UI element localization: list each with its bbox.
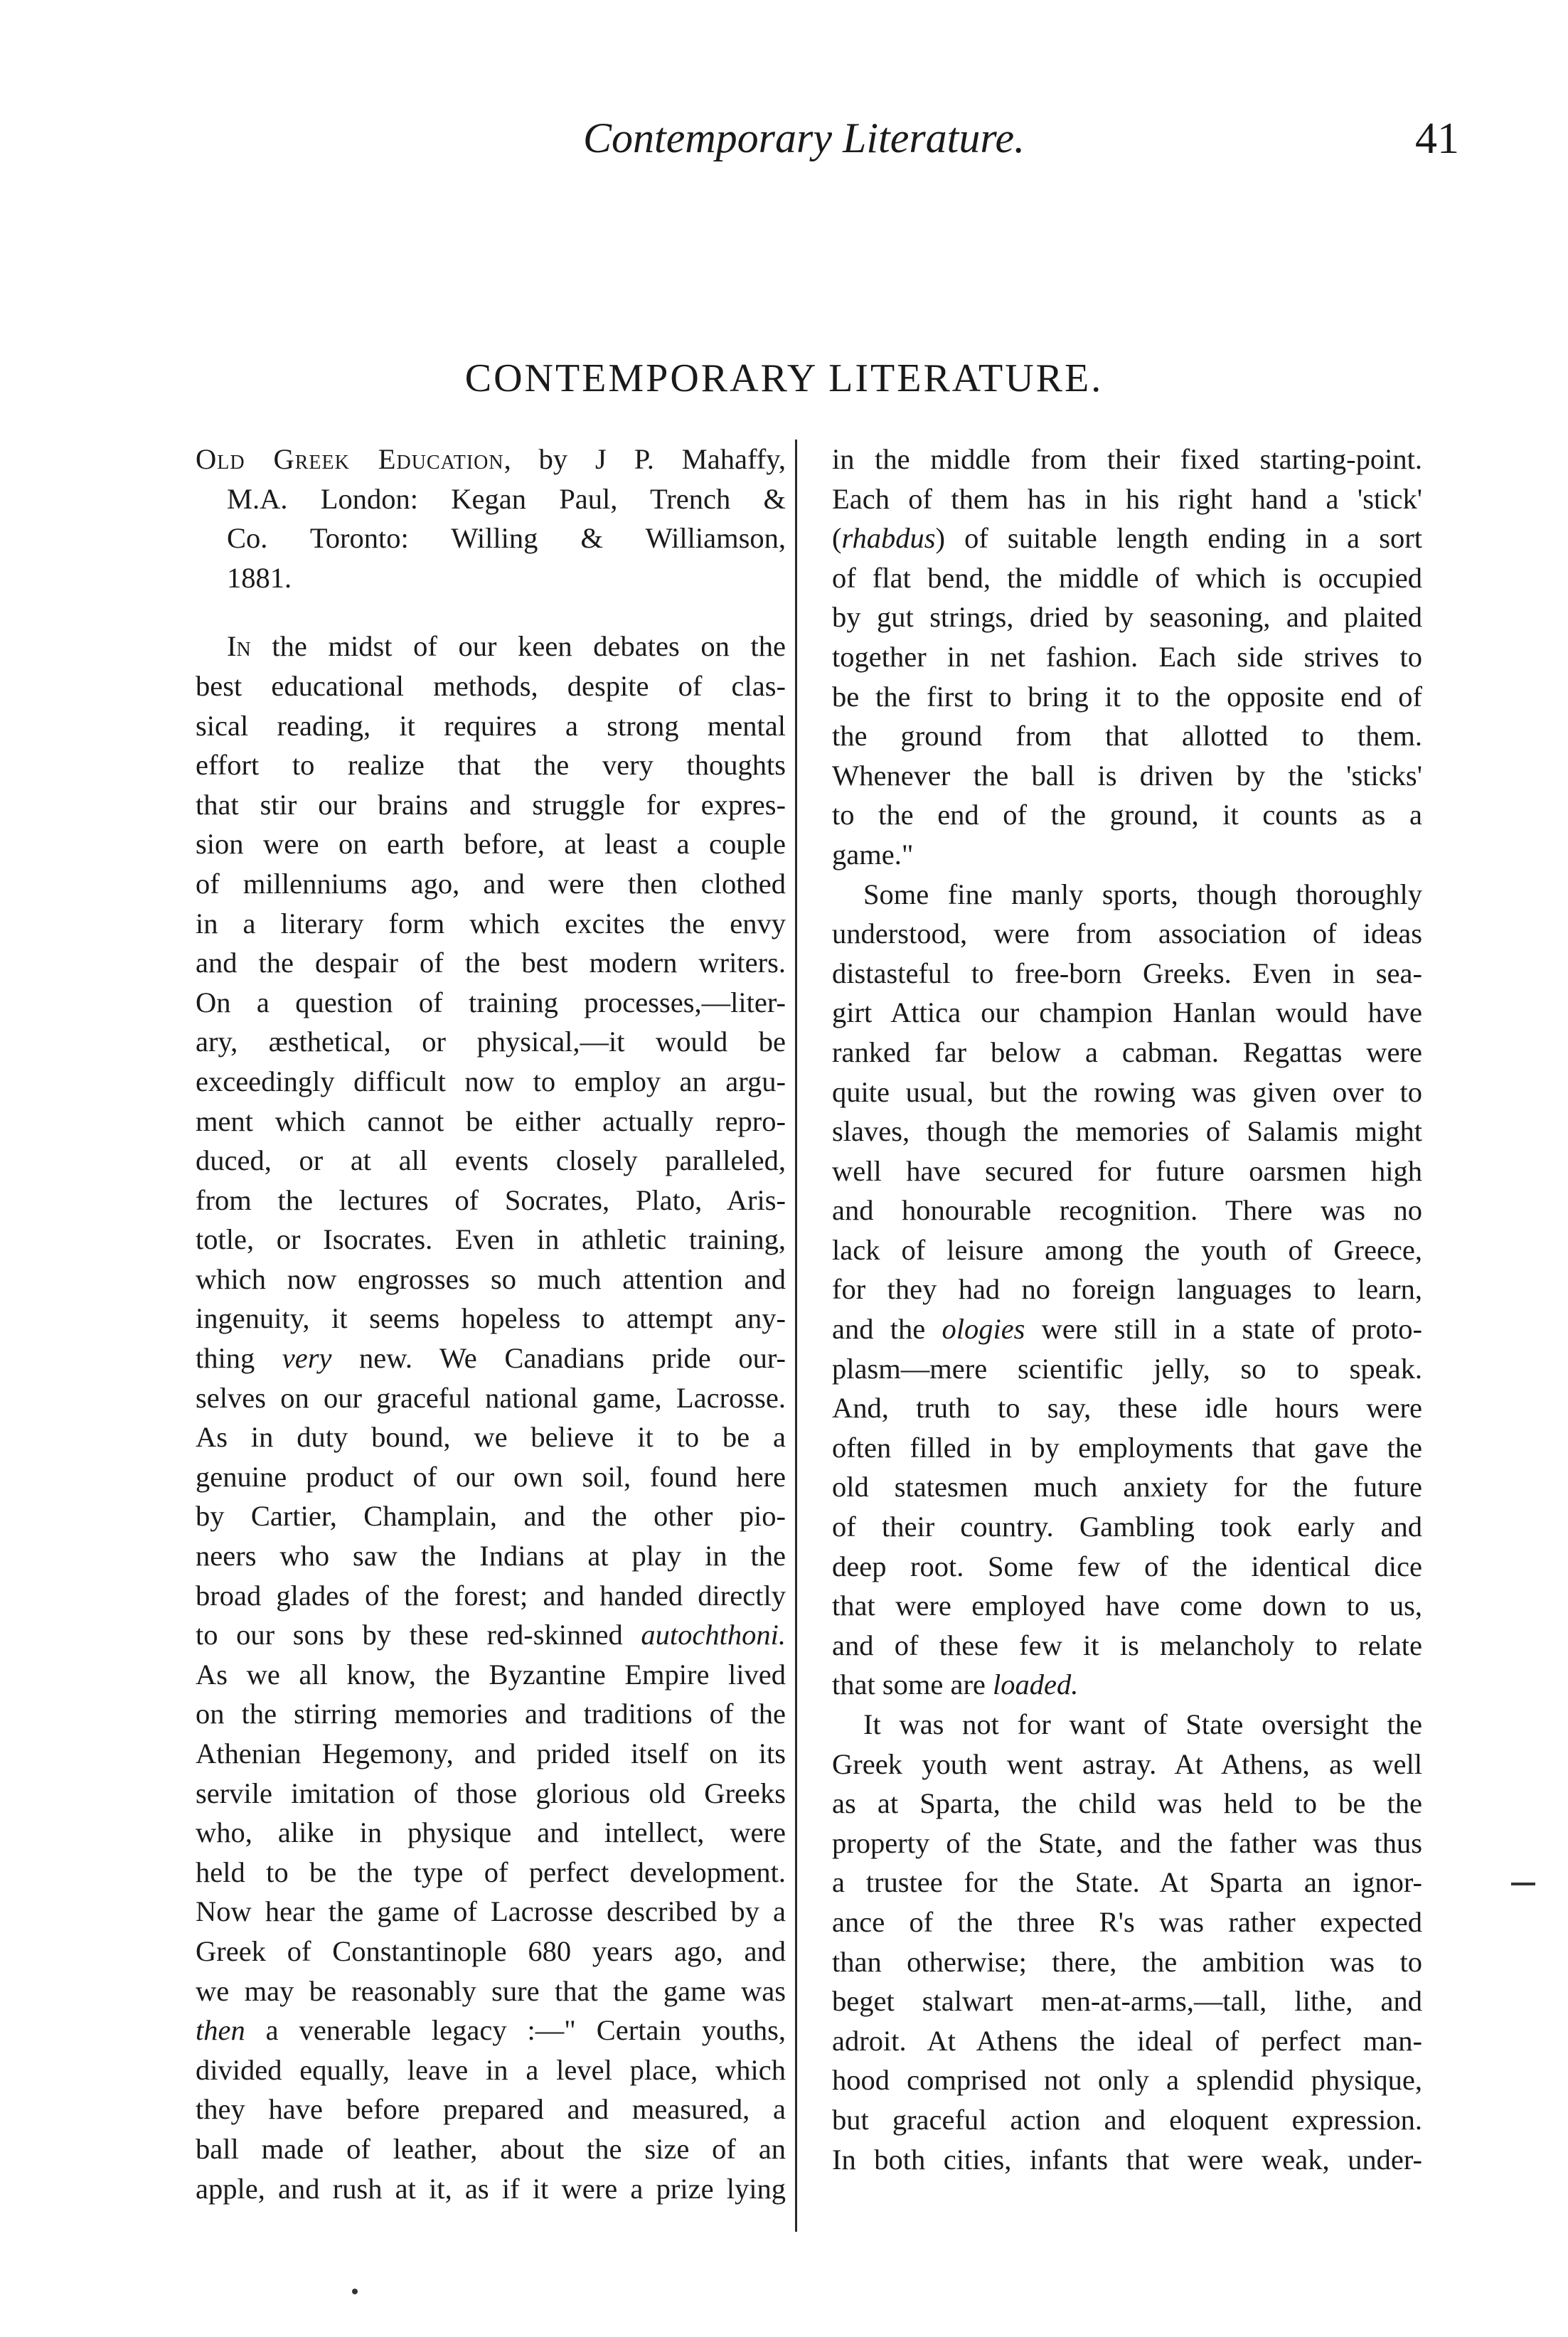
text-line: often filled in by employments that gave the [832, 1431, 1422, 1464]
text-line: duced, or at all events closely paralleled, [196, 1144, 786, 1177]
text-line: genuine product of our own soil, found here [196, 1460, 786, 1493]
right-column [832, 440, 1422, 2179]
paragraph [832, 440, 1422, 875]
text-line: adroit. At Athens the ideal of perfect man- [832, 2024, 1422, 2057]
text-line: ance of the three R's was rather expected [832, 1905, 1422, 1938]
text-line: Greek of Constantinople 680 years ago, and [196, 1934, 786, 1967]
text-line: ary, æsthetical, or physical,—it would be [196, 1026, 786, 1058]
text-line: we may be reasonably sure that the game was [196, 1974, 786, 2007]
book-title: Old Greek Education [196, 443, 504, 475]
text-line: the ground from that allotted to them. [832, 720, 1422, 752]
text-line: and of these few it is melancholy to relate [832, 1629, 1422, 1661]
italic-word: rhabdus [841, 522, 936, 555]
text-line: be the first to bring it to the opposite end of [832, 680, 1422, 713]
text-line: beget stalwart men-at-arms,—tall, lithe, and [832, 1985, 1422, 2018]
text-line: Now hear the game of Lacrosse described by a [196, 1895, 786, 1928]
text-line: that were employed have come down to us, [832, 1590, 1422, 1622]
text-line: to our sons by these red-skinned autochthoni. [196, 1619, 786, 1651]
text-line: sion were on earth before, at least a couple [196, 828, 786, 861]
text-line: game." [832, 838, 914, 871]
text-line: that stir our brains and struggle for expres- [196, 788, 786, 821]
italic-word: then [196, 2014, 245, 2047]
text-line: girt Attica our champion Hanlan would have [832, 996, 1422, 1029]
text-line: that some are loaded. [832, 1668, 1079, 1701]
citation-line: Co. Toronto: Willing & Williamson, [227, 522, 786, 555]
text-line: And, truth to say, these idle hours were [832, 1392, 1422, 1425]
italic-word: loaded. [993, 1668, 1079, 1701]
text-line: deep root. Some few of the identical dice [832, 1550, 1422, 1582]
text-line: distasteful to free-born Greeks. Even in sea- [832, 957, 1422, 989]
text-line: Greek youth went astray. At Athens, as well [832, 1747, 1422, 1780]
text-line: exceedingly difficult now to employ an argu- [196, 1065, 786, 1097]
text-line: ball made of leather, about the size of an [196, 2132, 786, 2165]
text-line: neers who saw the Indians at play in the [196, 1540, 786, 1572]
text-line: Athenian Hegemony, and prided itself on its [196, 1737, 786, 1769]
paragraph: In the midst of our keen debates on the best educational methods, despite of clas- sical reading, it requires a strong mental effort to realize that the very thoughts that stir our brains and struggle for expres- sion were on earth before, at least a couple of millenniums ago, and were then clothed in a literary form which excites the envy and the despair of the best modern writers. On a question of training processes,—liter- ary, æsthetical, or physical,—it would be exceedingly difficult now to employ an argu- ment which cannot be either actually repro- duced, or at all events closely paralleled, from the lectures of Socrates, Plato, Aris- totle, or Isocrates. Even in athletic training, which now engrosses so much attention and ingenuity, it seems hopeless to attempt any- thing very new. We Canadians pride our- selves on our graceful national game, Lacrosse. As in duty bound, we believe it to be a genuine product of our own soil, found here by Cartier, Champlain, and the other pio- neers who saw the Indians at play in the broad glades of the forest; and handed directly to our sons by these red-skinned autochthoni. As we all know, the Byzantine Empire lived on the stirring memories and traditions of the Athenian Hegemony, and prided itself on its servile imitation of those glorious old Greeks who, alike in physique and intellect, were held to be the type of perfect development. Now hear the game of Lacrosse described by a Greek of Constantinople 680 years ago, and we may be reasonably sure that the game was then a venerable legacy :—" Certain youths, divided equally, leave in a level place, which they have before prepared and measured, a ball made of leather, about the size of an apple, and rush at it, as if it were a prize lying [196, 627, 786, 2208]
drop-cap: In [227, 630, 251, 663]
text-line: together in net fashion. Each side strives to [832, 640, 1422, 673]
text-line: but graceful action and eloquent expression. [832, 2103, 1422, 2136]
text-line: old statesmen much anxiety for the future [832, 1471, 1422, 1503]
citation-author: , by J P. Mahaffy, [503, 443, 786, 475]
text-line: in the middle from their fixed starting-point. [832, 443, 1422, 475]
text-line: As in duty bound, we believe it to be a [196, 1421, 786, 1454]
section-title: CONTEMPORARY LITERATURE. [464, 356, 1104, 400]
text-line: As we all know, the Byzantine Empire lived [196, 1658, 786, 1691]
text-line: and honourable recognition. There was no [832, 1194, 1422, 1227]
text-line: ingenuity, it seems hopeless to attempt any- [196, 1302, 786, 1335]
text-line: sical reading, it requires a strong mental [196, 709, 786, 742]
citation-line: 1881. [227, 561, 292, 594]
text-line: from the lectures of Socrates, Plato, Aris- [196, 1183, 786, 1216]
page-number: 41 [1415, 115, 1459, 163]
text-line: (rhabdus) of suitable length ending in a sort [832, 522, 1422, 555]
italic-word: ologies [942, 1313, 1025, 1346]
text-line: broad glades of the forest; and handed directly [196, 1579, 786, 1612]
text-line: thing very new. We Canadians pride our- [196, 1342, 786, 1375]
text-line: quite usual, but the rowing was given over to [832, 1075, 1422, 1108]
text-line: who, alike in physique and intellect, were [196, 1816, 786, 1849]
italic-word: very [282, 1342, 332, 1375]
left-column [196, 440, 786, 2208]
text-line: of flat bend, the middle of which is occupied [832, 561, 1422, 594]
text-line: divided equally, leave in a level place, which [196, 2053, 786, 2086]
text-line: by gut strings, dried by seasoning, and plaited [832, 601, 1422, 634]
text-line: of millenniums ago, and were then clothed [196, 867, 786, 900]
book-citation [196, 440, 786, 597]
text-line: to the end of the ground, it counts as a [832, 799, 1422, 831]
text-line: a trustee for the State. At Sparta an ignor- [832, 1866, 1422, 1899]
text-line: and the ologies were still in a state of proto- [832, 1313, 1422, 1346]
text-line: apple, and rush at it, as if it were a prize lying [196, 2172, 786, 2205]
text-line: and the despair of the best modern writers. [196, 947, 786, 979]
text-line: ranked far below a cabman. Regattas were [832, 1036, 1422, 1068]
text-line: property of the State, and the father was thus [832, 1826, 1422, 1859]
text-line: effort to realize that the very thoughts [196, 749, 786, 782]
citation-line: M.A. London: Kegan Paul, Trench & [227, 482, 786, 515]
text-line: then a venerable legacy :—" Certain youths, [196, 2014, 786, 2047]
text-line: On a question of training processes,—liter- [196, 986, 786, 1018]
text-line: which now engrosses so much attention and [196, 1262, 786, 1295]
ink-speck [352, 2289, 358, 2294]
column-divider [795, 440, 797, 2232]
text-line: slaves, though the memories of Salamis might [832, 1115, 1422, 1148]
text-line: hood comprised not only a splendid physique, [832, 2064, 1422, 2097]
margin-mark [1511, 1883, 1535, 1885]
text-line: in a literary form which excites the envy [196, 907, 786, 939]
text-line: In both cities, infants that were weak, under- [832, 2143, 1422, 2176]
text-line: servile imitation of those glorious old Greeks [196, 1777, 786, 1809]
italic-word: autochthoni. [641, 1619, 786, 1651]
text-line: It was not for want of State oversight the [863, 1708, 1422, 1740]
text-line: than otherwise; there, the ambition was to [832, 1945, 1422, 1978]
text-line: ment which cannot be either actually repro- [196, 1104, 786, 1137]
text-line: best educational methods, despite of clas- [196, 669, 786, 702]
text-line: plasm—mere scientific jelly, so to speak. [832, 1352, 1422, 1385]
paragraph [832, 1705, 1422, 2179]
text-line: selves on our graceful national game, Lacrosse. [196, 1381, 786, 1414]
text-line: Each of them has in his right hand a 'stick' [832, 482, 1422, 515]
text-line: lack of leisure among the youth of Greece, [832, 1233, 1422, 1266]
paragraph [832, 875, 1422, 1705]
text-line: as at Sparta, the child was held to be the [832, 1787, 1422, 1820]
text-line: by Cartier, Champlain, and the other pio- [196, 1500, 786, 1533]
text-line: Some fine manly sports, though thoroughly [863, 878, 1422, 910]
text-line: they have before prepared and measured, a [196, 2093, 786, 2126]
text-line: well have secured for future oarsmen high [832, 1154, 1422, 1187]
text-line: held to be the type of perfect development. [196, 1856, 786, 1888]
text-line: Whenever the ball is driven by the 'sticks' [832, 759, 1422, 792]
running-head-title: Contemporary Literature. [583, 115, 1025, 161]
text-line: on the stirring memories and traditions of the [196, 1698, 786, 1730]
text-line: of their country. Gambling took early and [832, 1511, 1422, 1543]
text-line: understood, were from association of ideas [832, 917, 1422, 950]
text-line: for they had no foreign languages to learn, [832, 1273, 1422, 1306]
text-line: totle, or Isocrates. Even in athletic training, [196, 1223, 786, 1256]
